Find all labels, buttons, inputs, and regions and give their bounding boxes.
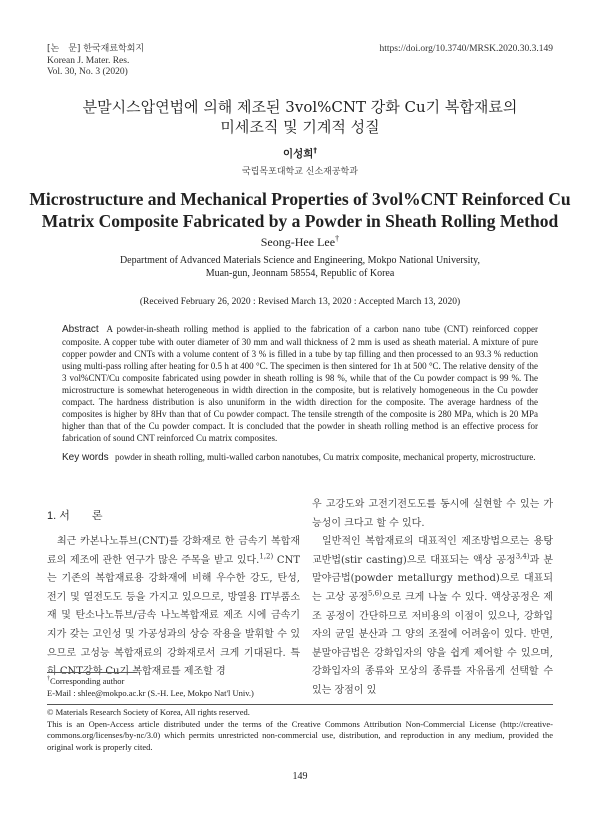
affiliation-english-line1: Department of Advanced Materials Science and Engineering, Mokpo National University, — [119, 255, 481, 266]
intro-paragraph-2: CNT는 기존의 복합재료용 강화재에 비해 우수한 강도, 탄성, 전기 및 열전도도 등을 가지고 있으므로, 방열용 IT부품소재 및 탄소나노튜브/금속 나노복합재료 제조 시에 금속기지가 갖는 고인성 및 가공성과의 상승 작용을 발휘할 수 있으므로 고성능 복합재료의 강화재로서 크게 기대된다. 특히 CNT강화 Cu기 복합재료를 제조할 경 — [47, 554, 300, 678]
title-english — [10, 188, 590, 232]
keywords — [62, 451, 538, 464]
intro-ref-3: 5,6) — [367, 589, 382, 598]
journal-volume: Vol. 30, No. 3 (2020) — [47, 67, 128, 77]
keywords-text: powder in sheath rolling, multi-walled carbon nanotubes, Cu matrix composite, mechanical property, microstructure. — [114, 452, 536, 462]
author-korean-mark: † — [313, 145, 318, 155]
abstract-label: Abstract — [62, 324, 99, 335]
intro-ref-2: 3,4) — [515, 552, 530, 561]
intro-paragraph-3: 우 고강도와 고전기전도도를 동시에 실현할 수 있는 가능성이 크다고 할 수 있다. — [312, 499, 553, 529]
keywords-label: Key words — [62, 452, 109, 463]
journal-korean: [논 문] 한국재료학회지 — [47, 44, 145, 54]
section-heading-introduction: 1. 서 론 — [47, 510, 103, 522]
footnote — [47, 676, 254, 699]
title-english-line2: Matrix Composite Fabricated by a Powder in Sheath Rolling Method — [41, 211, 559, 231]
title-korean-line1: 분말시스압연법에 의해 제조된 3vol%CNT 강화 Cu기 복합재료의 — [82, 98, 518, 116]
title-korean-line2: 미세조직 및 기계적 성질 — [220, 118, 380, 136]
page-number: 149 — [292, 771, 308, 782]
author-english — [0, 235, 600, 250]
intro-ref-1: 1,2) — [259, 552, 274, 561]
footnote-mark: † — [47, 676, 50, 683]
abstract-text: A powder-in-sheath rolling method is applied to the fabrication of a carbon nano tube (CNT) reinforced copper composite. A copper tube with outer diameter of 30 mm and wall thickness of 2 mm is used as sheath material. A mixture of pure copper powder and CNTs with a volume content of 3 % is filled in a tube by tap filling and then processed to an 93.3 % reduction using multi-pass rolling after heating for 0.5 h at 400 °C. The specimen is then sintered for 1h at 500 °C. The relative density of the 3 vol%CNT/Cu composite fabricated using powder in sheath rolling is 98 %, while that of the Cu powder compact is 99 %. The microstructure is somewhat heterogeneous in width direction in the composite, but is relatively homogeneous in the Cu powder compact. The hardness distribution is also ununiform in the width direction for the composite. The average hardness of the composites is higher by 8Hv than that of Cu powder compact. The tensile strength of the composite is 280 MPa, which is 20 MPa higher than that of the Cu powder compact. It is concluded that the powder in sheath rolling method is an effective process for fabrication of sound CNT reinforced Cu matrix composites. — [62, 324, 538, 443]
footnote-corresponding: Corresponding author — [49, 676, 125, 686]
abstract — [62, 323, 538, 444]
copyright-rule — [47, 704, 553, 705]
copyright-line: © Materials Research Society of Korea, All rights reserved. — [47, 707, 250, 717]
author-korean — [0, 146, 600, 161]
affiliation-english — [0, 254, 600, 280]
affiliation-english-line2: Muan-gun, Jeonnam 58554, Republic of Korea — [205, 268, 395, 279]
title-english-line1: Microstructure and Mechanical Properties of 3vol%CNT Reinforced Cu — [29, 189, 571, 209]
journal-english: Korean J. Mater. Res. — [47, 55, 130, 66]
intro-paragraph-4b: 과 분말야금법(powder metallurgy method)으로 대표되는 고상 공정 — [312, 554, 554, 603]
intro-paragraph-4c: 으로 크게 나눌 수 있다. 액상공정은 제조 공정이 간단하므로 저비용의 이점이 있으나, 강화입자의 균일 분산과 그 양의 조절에 어려움이 있다. 반면, 분말야금법은 강화입자의 양을 쉽게 제어할 수 있으며, 강화입자의 종류와 모상의 종류를 자유롭게 선택할 수 있는 장점이 있 — [312, 591, 553, 696]
intro-paragraph-4: 일반적인 복합재료의 대표적인 제조방법으로는 용탕교반법(stir casting)으로 대표되는 액상 공정 — [312, 536, 553, 566]
author-english-name: Seong-Hee Lee — [260, 235, 336, 249]
left-column — [47, 533, 300, 682]
right-column — [312, 496, 553, 701]
journal-header — [47, 44, 247, 79]
license-text: This is an Open-Access article distributed under the terms of the Creative Commons Attribution Non-Commercial License (http://creative-commons.org/licenses/by-nc/3.0) which permits unrestricted non-commercial use, distribution, and reproduction in any medium, provided the original work is properly cited. — [47, 718, 553, 752]
footnote-email: E-Mail : shlee@mokpo.ac.kr (S.-H. Lee, Mokpo Nat'l Univ.) — [47, 687, 254, 698]
received-dates: (Received February 26, 2020 : Revised March 13, 2020 : Accepted March 13, 2020) — [139, 297, 461, 307]
title-korean — [20, 97, 580, 137]
author-korean-name: 이성희 — [282, 148, 314, 160]
copyright — [47, 707, 553, 753]
intro-paragraph-1: 최근 카본나노튜브(CNT)를 강화재로 한 금속기 복합재료의 제조에 관한 연구가 많은 주목을 받고 있다. — [47, 536, 300, 566]
doi[interactable]: https://doi.org/10.3740/MRSK.2020.30.3.149 — [379, 44, 553, 54]
author-english-mark: † — [335, 234, 340, 243]
footnote-rule — [47, 672, 137, 673]
affiliation-korean: 국립목포대학교 신소재공학과 — [242, 167, 358, 177]
